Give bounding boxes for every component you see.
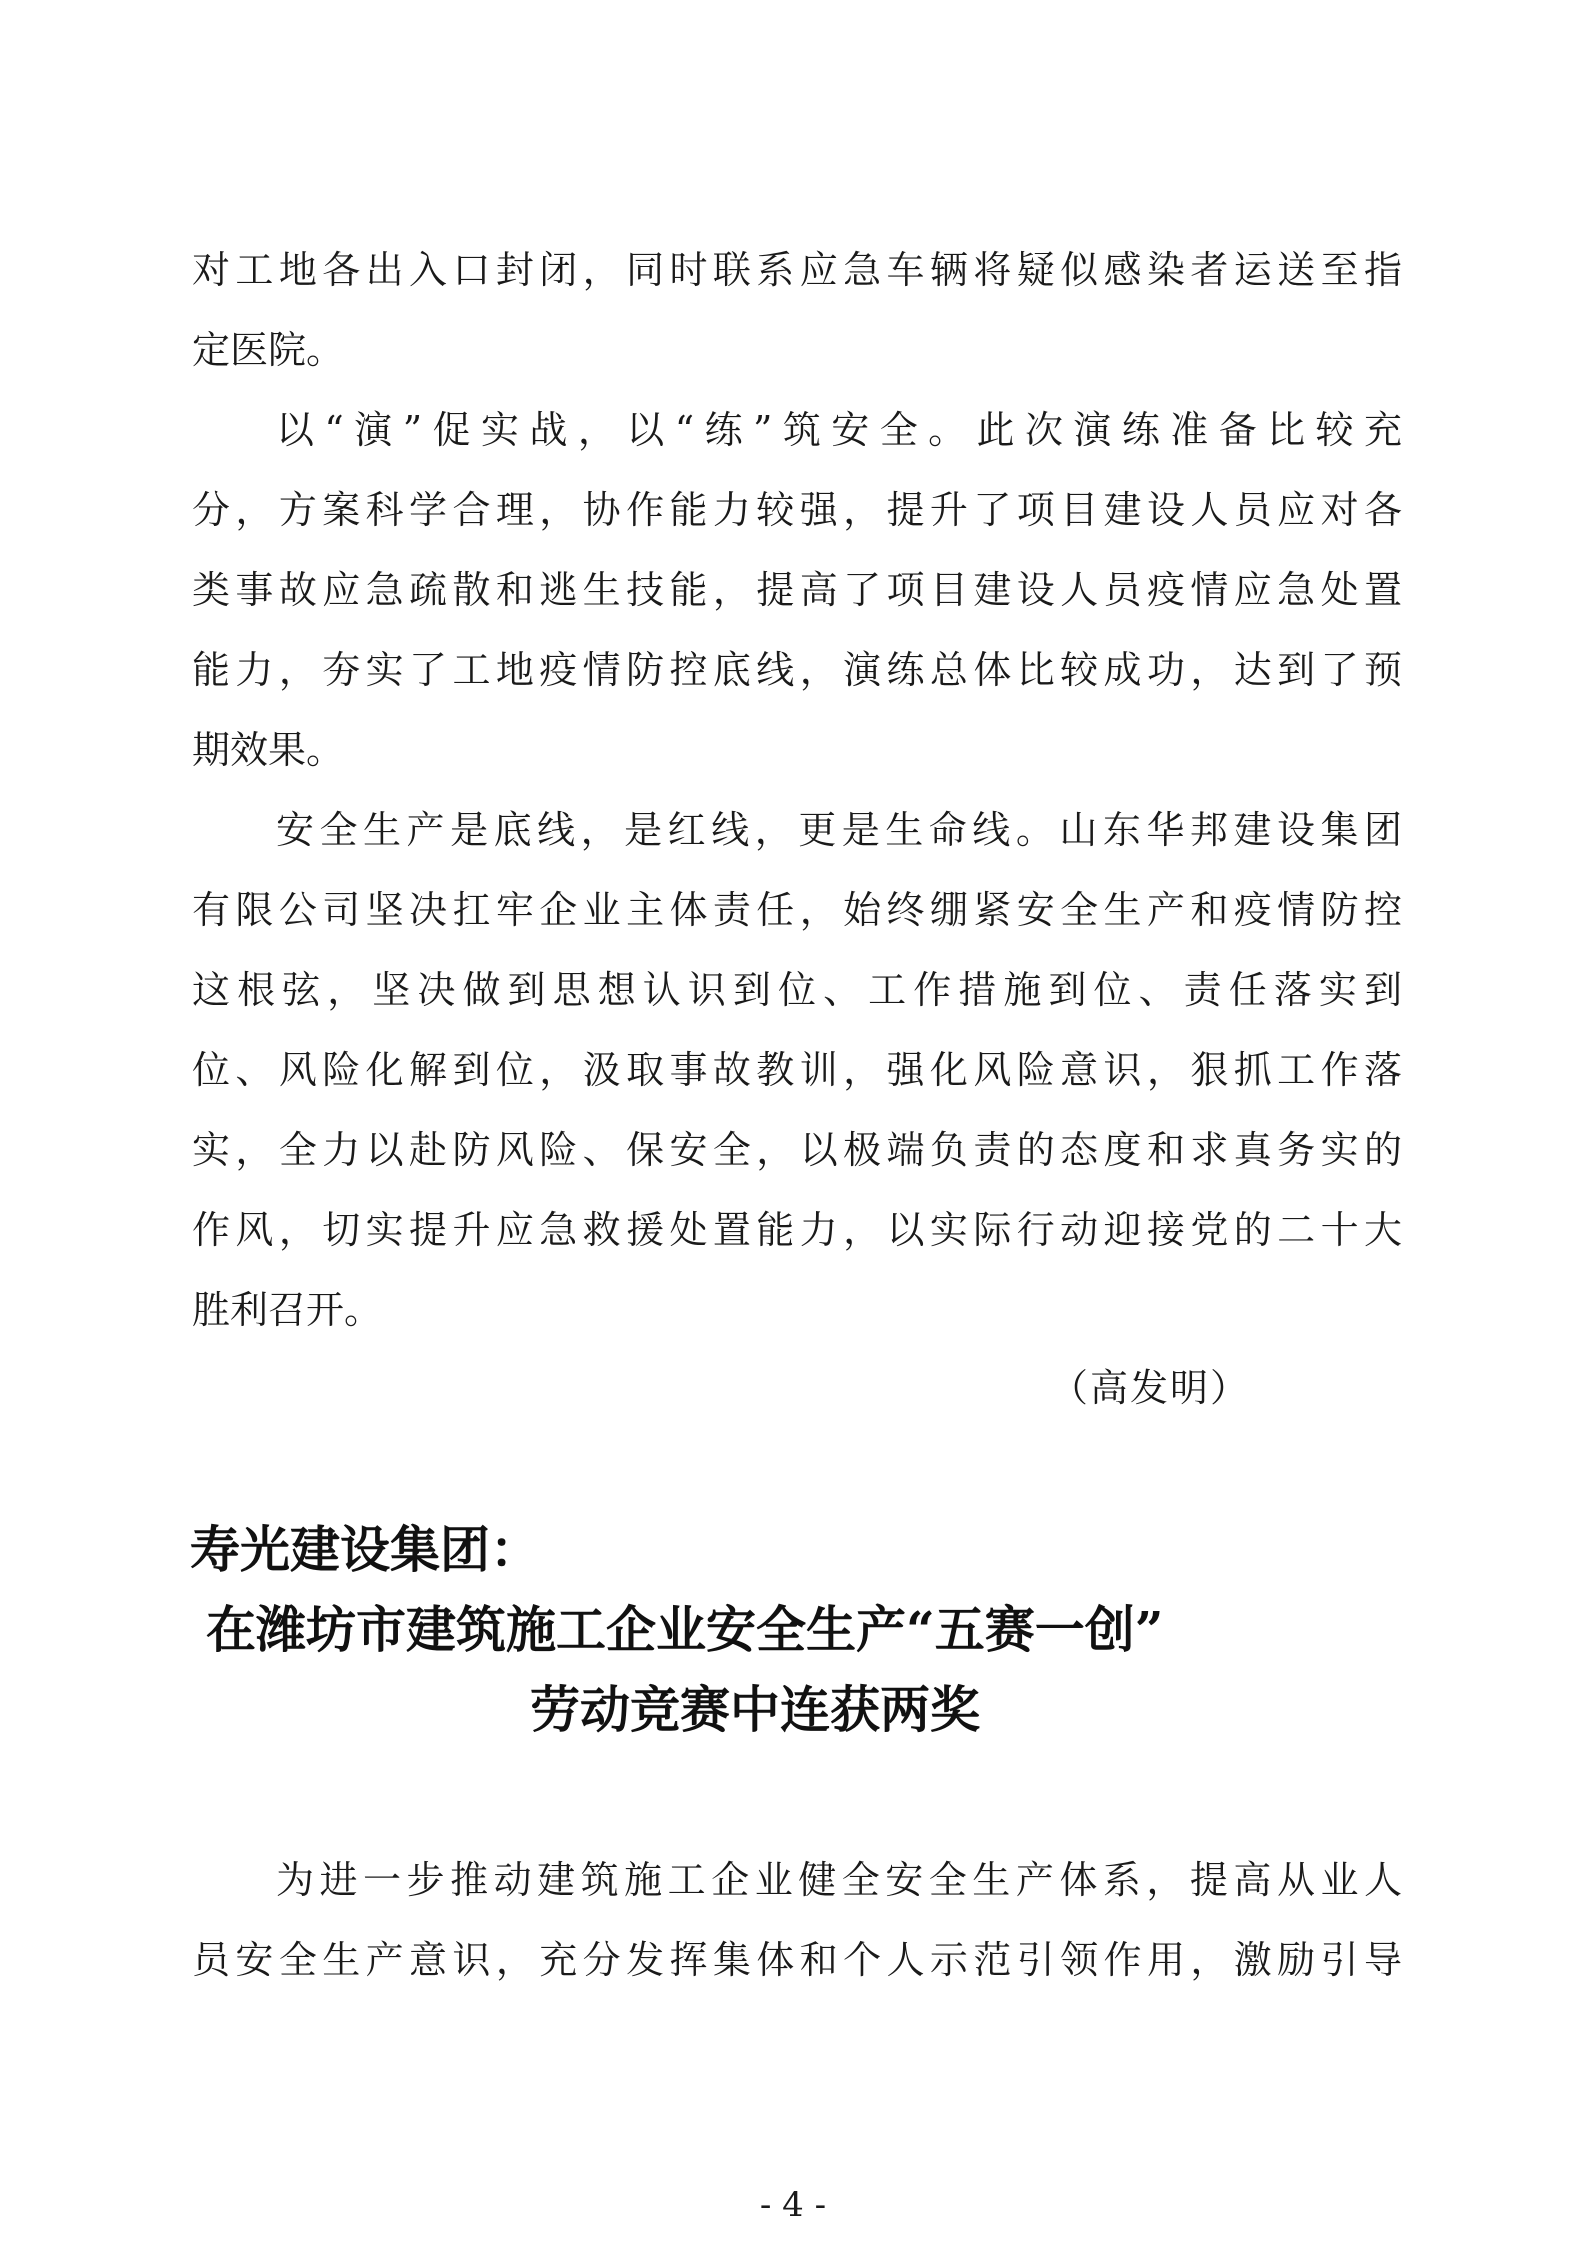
text-line: 能力，夯实了工地疫情防控底线，演练总体比较成功，达到了预 <box>192 648 1402 692</box>
text-line: 定医院。 <box>192 328 345 372</box>
text-line: 有限公司坚决扛牢企业主体责任，始终绷紧安全生产和疫情防控 <box>192 888 1402 932</box>
article-title-line-2: 在潍坊市建筑施工企业安全生产“五赛一创” <box>206 1600 1164 1659</box>
article-title-line-1: 寿光建设集团： <box>190 1520 540 1579</box>
text-line: 胜利召开。 <box>192 1288 383 1332</box>
paragraph-safety-commitment <box>192 790 1402 1350</box>
paragraph-article-intro <box>192 1840 1402 2000</box>
text-line: 以“演”促实战，以“练”筑安全。此次演练准备比较充 <box>276 408 1402 452</box>
author-byline: （高发明） <box>1049 1366 1250 1410</box>
text-line: 安全生产是底线，是红线，更是生命线。山东华邦建设集团 <box>276 808 1402 852</box>
text-line: 为进一步推动建筑施工企业健全安全生产体系，提高从业人 <box>276 1858 1402 1902</box>
text-line: 类事故应急疏散和逃生技能，提高了项目建设人员疫情应急处置 <box>192 568 1402 612</box>
text-line: 期效果。 <box>192 728 345 772</box>
text-line: 位、风险化解到位，汲取事故教训，强化风险意识，狠抓工作落 <box>192 1048 1402 1092</box>
text-line: 这根弦，坚决做到思想认识到位、工作措施到位、责任落实到 <box>192 968 1402 1012</box>
paragraph-continuation <box>192 230 1402 390</box>
text-line: 对工地各出入口封闭，同时联系应急车辆将疑似感染者运送至指 <box>192 248 1402 292</box>
text-line: 作风，切实提升应急救援处置能力，以实际行动迎接党的二十大 <box>192 1208 1402 1252</box>
text-line: 分，方案科学合理，协作能力较强，提升了项目建设人员应对各 <box>192 488 1402 532</box>
article-title-line-3: 劳动竞赛中连获两奖 <box>530 1680 980 1739</box>
text-line: 员安全生产意识，充分发挥集体和个人示范引领作用，激励引导 <box>192 1938 1402 1982</box>
paragraph-drill-summary <box>192 390 1402 790</box>
text-line: 实，全力以赴防风险、保安全，以极端负责的态度和求真务实的 <box>192 1128 1402 1172</box>
page-number: - 4 - <box>759 2185 827 2225</box>
